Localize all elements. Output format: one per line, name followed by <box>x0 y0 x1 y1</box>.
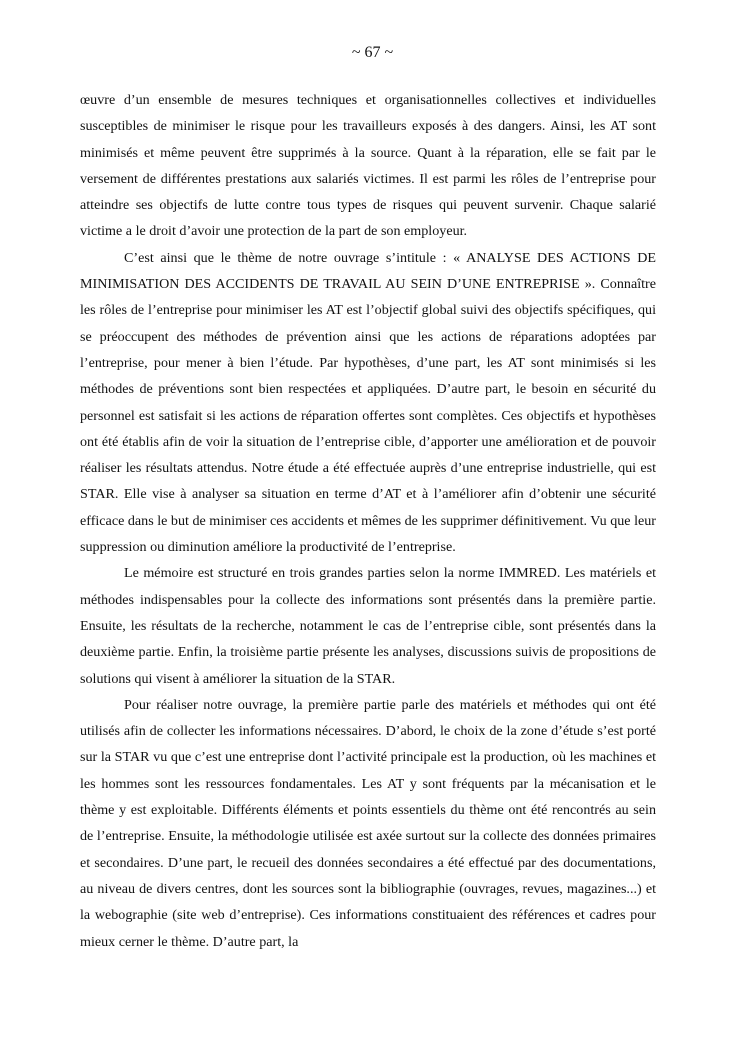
paragraph-2: C’est ainsi que le thème de notre ouvrage s’intitule : « ANALYSE DES ACTIONS DE MINIMISATION DES ACCIDENTS DE TRAVAIL AU SEIN D’UNE ENTREPRISE ». Connaître les rôles de l’entreprise pour minimiser les AT est l’objectif global suivi des objectifs spécifiques, qui se préoccupent des méthodes de prévention ainsi que les actions de réparations adoptées par l’entreprise, pour mener à bien l’étude. Par hypothèses, d’une part, les AT sont minimisés si les méthodes de préventions sont bien respectées et appliquées. D’autre part, le besoin en sécurité du personnel est satisfait si les actions de réparation offertes sont complètes. Ces objectifs et hypothèses ont été établis afin de voir la situation de l’entreprise cible, d’apporter une amélioration et de pouvoir réaliser les résultats attendus. Notre étude a été effectuée auprès d’une entreprise industrielle, qui est STAR. Elle vise à analyser sa situation en terme d’AT et à l’améliorer afin d’obtenir une sécurité efficace dans le but de minimiser ces accidents et mêmes de les supprimer définitivement. Vu que leur suppression ou diminution améliore la productivité de l’entreprise. <box>80 249 656 556</box>
paragraph-4: Pour réaliser notre ouvrage, la première partie parle des matériels et méthodes qui ont été utilisés afin de collecter les informations nécessaires. D’abord, le choix de la zone d’étude s’est porté sur la STAR vu que c’est une entreprise dont l’activité principale est la production, où les machines et les hommes sont les ressources fondamentales. Les AT y sont fréquents par la mécanisation et le thème y est exploitable. Différents éléments et points essentiels du thème ont été rencontrés au sein de l’entreprise. Ensuite, la méthodologie utilisée est axée surtout sur la collecte des données primaires et secondaires. D’une part, le recueil des données secondaires a été effectué par des documentations, au niveau de divers centres, dont les sources sont la bibliographie (ouvrages, revues, magazines...) et la webographie (site web d’entreprise). Ces informations constituaient des références et cadres pour mieux cerner le thème. D’autre part, la <box>80 696 656 950</box>
body-text <box>80 87 656 955</box>
page-number: ~ 67 ~ <box>351 44 394 61</box>
paragraph-1: œuvre d’un ensemble de mesures techniques et organisationnelles collectives et individuelles susceptibles de minimiser le risque pour les travailleurs exposés à des dangers. Ainsi, les AT sont minimisés et même peuvent être supprimés à la source. Quant à la réparation, elle se fait par le versement de différentes prestations aux salariés victimes. Il est parmi les rôles de l’entreprise pour atteindre ses objectifs de lutte contre tous types de risques qui peuvent survenir. Chaque salarié victime a le droit d’avoir une protection de la part de son employeur. <box>80 92 656 240</box>
paragraph-3: Le mémoire est structuré en trois grandes parties selon la norme IMMRED. Les matériels et méthodes indispensables pour la collecte des informations sont présentés dans la première partie. Ensuite, les résultats de la recherche, notamment le cas de l’entreprise cible, sont présentés dans la deuxième partie. Enfin, la troisième partie présente les analyses, discussions suivis de propositions de solutions qui visent à améliorer la situation de la STAR. <box>80 565 656 687</box>
